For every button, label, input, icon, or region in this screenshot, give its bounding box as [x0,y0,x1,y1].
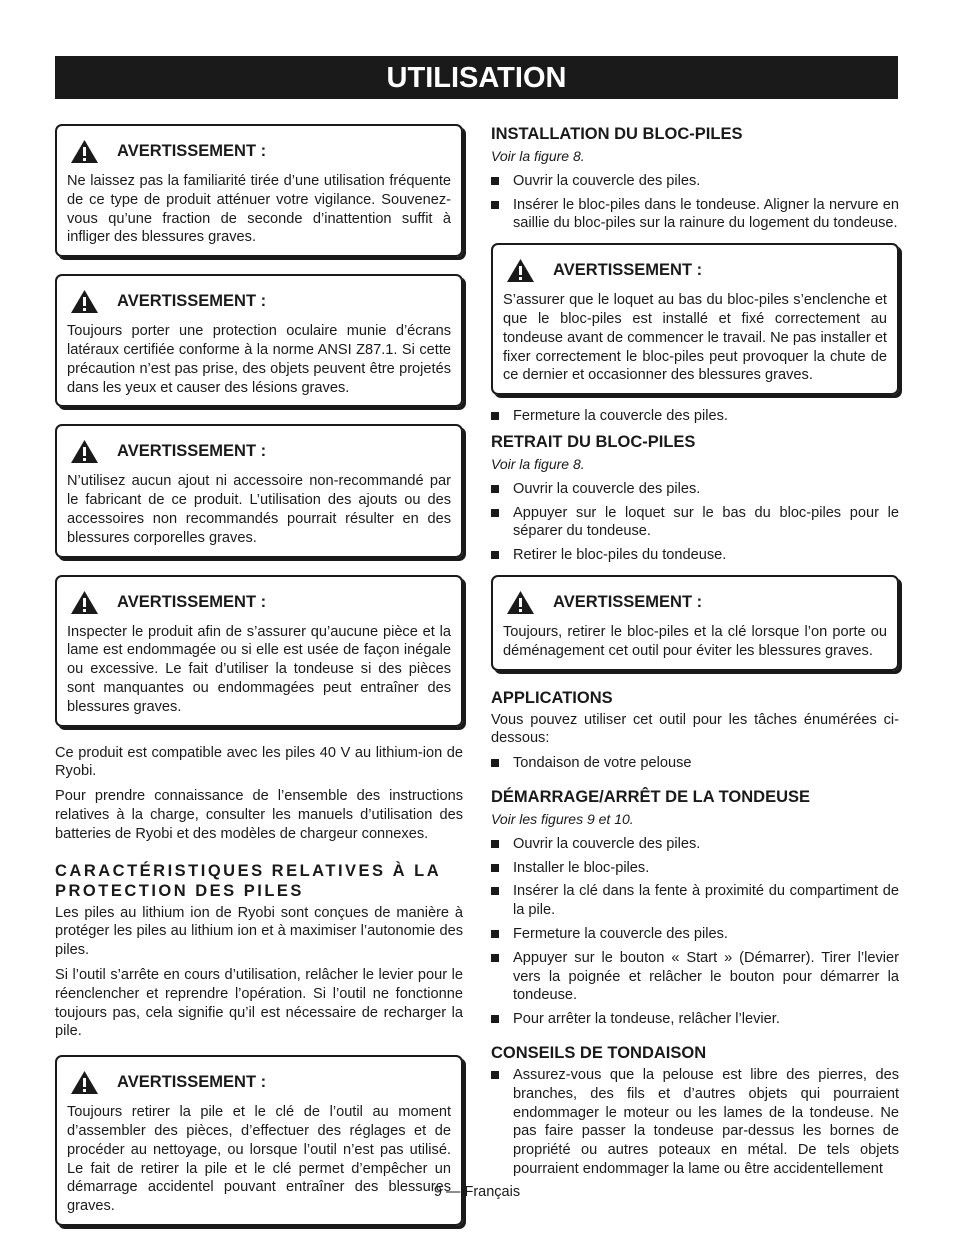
list-item: Insérer la clé dans la fente à proximité du compartiment de la pile. [491,882,899,920]
protection-paragraph-1: Les piles au lithium ion de Ryobi sont conçues de manière à protéger les piles au lithium ion et à maximiser l’autonomie des piles. [55,904,463,959]
warning-box [55,124,463,257]
applications-list [491,754,899,773]
compat-paragraph-2: Pour prendre connaissance de l’ensemble des instructions relatives à la charge, consulter les manuels d’utilisation des batteries de Ryobi et des modèles de chargeur connexes. [55,788,463,842]
warning-triangle-icon [70,590,108,615]
warning-box [55,424,463,557]
warning-triangle-icon [506,258,544,283]
warning-text: Inspecter le produit afin de s’assurer qu’aucune pièce et la lame est endommagée ou si elle est usée de façon inégale ou excessive. Le fait d’utiliser la tondeuse si des pièces sont manquantes ou endommagées peut entraîner des blessures graves. [67,623,451,715]
list-item: Pour arrêter la tondeuse, relâcher l’levier. [491,1010,899,1029]
demarrage-figure-ref: Voir les figures 9 et 10. [491,810,634,827]
list-item: Ouvrir la couvercle des piles. [491,480,899,499]
warning-box [491,575,899,671]
conseils-heading: CONSEILS DE TONDAISON [491,1043,707,1062]
list-item: Retirer le bloc-piles du tondeuse. [491,546,899,565]
list-item: Fermeture la couvercle des piles. [491,407,899,426]
warning-text: N’utilisez aucun ajout ni accessoire non-recommandé par le fabricant de ce produit. L’utilisation des ajouts ou des accessoires non recommandés pourrait résulter en des blessures corporelles graves. [67,473,451,546]
list-item: Assurez-vous que la pelouse est libre des pierres, des branches, des fils et d’autres objets qui pourraient endommager le moteur ou les lames de la tondeuse. Ne pas faire passer la tondeuse par-dessus les bornes de propriété ou autres poteaux en métal. De tels objets pourraient endommager la lame ou être accidentellement [491,1066,899,1179]
warning-text: Toujours porter une protection oculaire munie d’écrans latéraux certifiée conforme à la norme ANSI Z87.1. Si cette précaution n’est pas prise, des objets peuvent être projetés dans les yeux et causer des lésions graves. [67,323,451,396]
retrait-heading: RETRAIT DU BLOC-PILES [491,432,696,451]
installation-heading: INSTALLATION DU BLOC-PILES [491,125,743,143]
list-item: Installer le bloc-piles. [491,859,899,878]
warning-title: AVERTISSEMENT : [117,1073,267,1092]
applications-text: Vous pouvez utiliser cet outil pour les tâches énumérées ci-dessous: [491,711,899,747]
list-item: Fermeture la couvercle des piles. [491,925,899,944]
warning-triangle-icon [70,439,108,464]
warning-triangle-icon [506,590,544,615]
left-warnings [55,124,463,727]
applications-heading: APPLICATIONS [491,688,613,707]
retrait-list [491,480,899,565]
warning-text: Toujours, retirer le bloc-piles et la clé lorsque l’on porte ou déménagement cet outil pour éviter les blessures graves. [503,623,887,659]
protection-paragraph-2: Si l’outil s’arrête en cours d’utilisation, relâcher le levier pour le réenclencher et reprendre l’opération. Si l’outil ne fonctionne toujours pas, cela signifie qu’il est nécessaire de recharger la pile. [55,966,463,1040]
warning-box [55,1055,463,1226]
protection-heading: CARACTÉRISTIQUES RELATIVES À LA PROTECTION DES PILES [55,861,441,900]
demarrage-list [491,835,899,1029]
retrait-figure-ref: Voir la figure 8. [491,455,585,472]
demarrage-heading: DÉMARRAGE/ARRÊT DE LA TONDEUSE [491,787,811,806]
installation-list-after [491,407,899,426]
warning-text: S’assurer que le loquet au bas du bloc-piles s’enclenche et que le bloc-piles est installé et fixé correctement au tondeuse avant de commencer le travail. Ne pas installer et fixer correctement le bloc-piles peut provoquer la chute de ce dernier et occasionner des blessures graves. [503,292,887,384]
list-item: Ouvrir la couvercle des piles. [491,172,899,191]
list-item: Appuyer sur le loquet sur le bas du bloc-piles pour le séparer du tondeuse. [491,504,899,542]
right-column [491,124,899,1185]
left-column [55,124,463,1243]
section-title-banner: UTILISATION [55,56,898,99]
list-item: Insérer le bloc-piles dans le tondeuse. Aligner la nervure en saillie du bloc-piles sur la rainure du logement du tondeuse. [491,196,899,234]
warning-text: Ne laissez pas la familiarité tirée d’une utilisation fréquente de ce type de produit atténuer votre vigilance. Souvenez-vous qu’une fraction de seconde d’inattention suffit à infliger des blessures graves. [67,173,451,246]
warning-box [491,243,899,395]
warning-box [55,274,463,407]
page-footer: 9 — Français [433,1184,521,1200]
installation-figure-ref: Voir la figure 8. [491,148,585,164]
warning-triangle-icon [70,289,108,314]
warning-title: AVERTISSEMENT : [553,593,703,612]
warning-title: AVERTISSEMENT : [117,142,267,161]
warning-title: AVERTISSEMENT : [117,292,267,311]
warning-triangle-icon [70,1070,108,1095]
list-item: Ouvrir la couvercle des piles. [491,835,899,854]
warning-title: AVERTISSEMENT : [553,261,703,280]
warning-title: AVERTISSEMENT : [117,592,267,611]
warning-text: Toujours retirer la pile et le clé de l’outil au moment d’assembler des pièces, d’effectuer des réglages et de procéder au nettoyage, ou lorsque l’outil n’est pas utilisé. Le fait de retirer la pile et le clé permet d’empêcher un démarrage accidentel pouvant entraîner des blessures graves. [67,1104,451,1215]
warning-title: AVERTISSEMENT : [117,442,267,461]
installation-list [491,172,899,233]
compat-paragraph-1: Ce produit est compatible avec les piles 40 V au lithium-ion de Ryobi. [55,744,463,780]
conseils-list [491,1066,899,1179]
list-item: Appuyer sur le bouton « Start » (Démarrer). Tirer l’levier vers la poignée et relâcher le bouton pour démarrer la tondeuse. [491,949,899,1005]
warning-triangle-icon [70,139,108,164]
list-item: Tondaison de votre pelouse [491,754,899,773]
warning-box [55,575,463,727]
